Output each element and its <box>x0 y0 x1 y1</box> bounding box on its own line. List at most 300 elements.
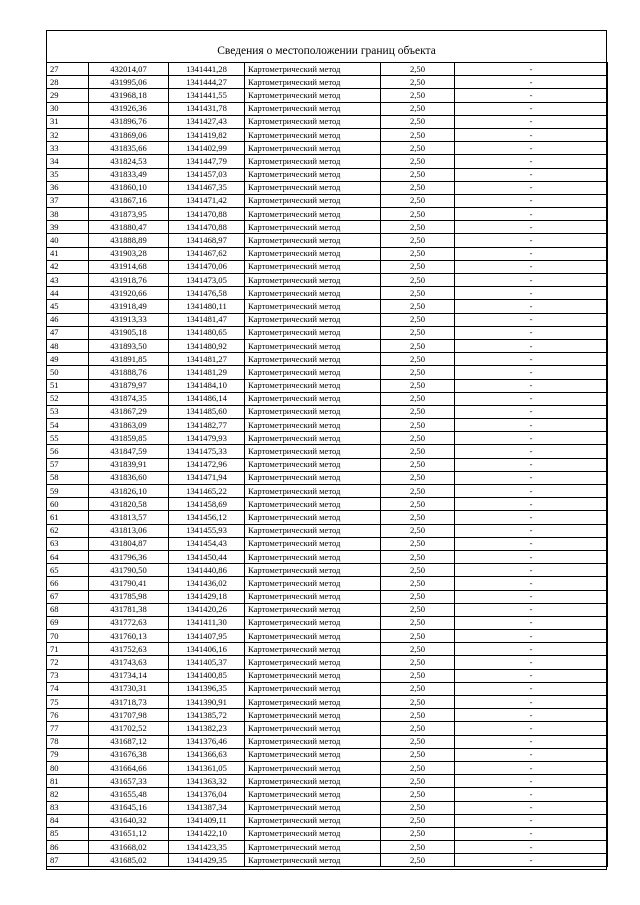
coordinate-y-cell: 1341467,62 <box>169 247 245 260</box>
point-number-cell: 76 <box>47 709 89 722</box>
method-cell: Картометрический метод <box>245 630 381 643</box>
table-row <box>47 656 608 669</box>
description-cell: - <box>455 63 608 76</box>
accuracy-cell: 2,50 <box>381 854 455 867</box>
coordinate-y-cell: 1341436,02 <box>169 577 245 590</box>
description-cell: - <box>455 274 608 287</box>
coordinate-y-cell: 1341441,28 <box>169 63 245 76</box>
accuracy-cell: 2,50 <box>381 274 455 287</box>
point-number-cell: 59 <box>47 485 89 498</box>
point-number-cell: 56 <box>47 445 89 458</box>
description-cell: - <box>455 577 608 590</box>
point-number-cell: 58 <box>47 471 89 484</box>
table-row <box>47 643 608 656</box>
description-cell: - <box>455 696 608 709</box>
coordinate-x-cell: 431995,06 <box>89 76 169 89</box>
accuracy-cell: 2,50 <box>381 419 455 432</box>
coordinate-x-cell: 431707,98 <box>89 709 169 722</box>
accuracy-cell: 2,50 <box>381 550 455 563</box>
coordinate-x-cell: 431905,18 <box>89 326 169 339</box>
method-cell: Картометрический метод <box>245 814 381 827</box>
method-cell: Картометрический метод <box>245 181 381 194</box>
point-number-cell: 77 <box>47 722 89 735</box>
point-number-cell: 44 <box>47 287 89 300</box>
coordinate-y-cell: 1341455,93 <box>169 524 245 537</box>
method-cell: Картометрический метод <box>245 221 381 234</box>
description-cell: - <box>455 748 608 761</box>
coordinate-x-cell: 431863,09 <box>89 419 169 432</box>
accuracy-cell: 2,50 <box>381 102 455 115</box>
coordinate-x-cell: 431668,02 <box>89 841 169 854</box>
description-cell: - <box>455 234 608 247</box>
description-cell: - <box>455 498 608 511</box>
accuracy-cell: 2,50 <box>381 616 455 629</box>
description-cell: - <box>455 102 608 115</box>
coordinate-x-cell: 431743,63 <box>89 656 169 669</box>
method-cell: Картометрический метод <box>245 854 381 867</box>
accuracy-cell: 2,50 <box>381 801 455 814</box>
accuracy-cell: 2,50 <box>381 748 455 761</box>
method-cell: Картометрический метод <box>245 722 381 735</box>
point-number-cell: 30 <box>47 102 89 115</box>
table-row <box>47 550 608 563</box>
accuracy-cell: 2,50 <box>381 366 455 379</box>
accuracy-cell: 2,50 <box>381 128 455 141</box>
table-row <box>47 274 608 287</box>
method-cell: Картометрический метод <box>245 102 381 115</box>
method-cell: Картометрический метод <box>245 709 381 722</box>
method-cell: Картометрический метод <box>245 353 381 366</box>
coordinate-y-cell: 1341400,85 <box>169 669 245 682</box>
coordinate-x-cell: 431820,58 <box>89 498 169 511</box>
coordinate-y-cell: 1341485,60 <box>169 405 245 418</box>
accuracy-cell: 2,50 <box>381 524 455 537</box>
description-cell: - <box>455 181 608 194</box>
table-row <box>47 326 608 339</box>
coordinate-x-cell: 431867,29 <box>89 405 169 418</box>
coordinate-x-cell: 431804,87 <box>89 537 169 550</box>
coordinate-y-cell: 1341376,04 <box>169 788 245 801</box>
method-cell: Картометрический метод <box>245 313 381 326</box>
point-number-cell: 33 <box>47 142 89 155</box>
point-number-cell: 74 <box>47 682 89 695</box>
description-cell: - <box>455 827 608 840</box>
table-row <box>47 841 608 854</box>
description-cell: - <box>455 775 608 788</box>
table-row <box>47 405 608 418</box>
coordinate-y-cell: 1341387,34 <box>169 801 245 814</box>
coordinate-y-cell: 1341402,99 <box>169 142 245 155</box>
method-cell: Картометрический метод <box>245 287 381 300</box>
description-cell: - <box>455 656 608 669</box>
table-row <box>47 827 608 840</box>
method-cell: Картометрический метод <box>245 643 381 656</box>
point-number-cell: 53 <box>47 405 89 418</box>
point-number-cell: 49 <box>47 353 89 366</box>
coordinate-x-cell: 431760,13 <box>89 630 169 643</box>
point-number-cell: 27 <box>47 63 89 76</box>
method-cell: Картометрический метод <box>245 564 381 577</box>
point-number-cell: 87 <box>47 854 89 867</box>
method-cell: Картометрический метод <box>245 498 381 511</box>
coordinate-y-cell: 1341457,03 <box>169 168 245 181</box>
table-row <box>47 537 608 550</box>
accuracy-cell: 2,50 <box>381 656 455 669</box>
coordinate-x-cell: 431772,63 <box>89 616 169 629</box>
point-number-cell: 43 <box>47 274 89 287</box>
coordinate-y-cell: 1341475,33 <box>169 445 245 458</box>
table-row <box>47 485 608 498</box>
coordinate-y-cell: 1341376,46 <box>169 735 245 748</box>
coordinate-x-cell: 431836,60 <box>89 471 169 484</box>
method-cell: Картометрический метод <box>245 260 381 273</box>
method-cell: Картометрический метод <box>245 761 381 774</box>
coordinate-y-cell: 1341482,77 <box>169 419 245 432</box>
method-cell: Картометрический метод <box>245 76 381 89</box>
coordinate-y-cell: 1341419,82 <box>169 128 245 141</box>
coordinate-x-cell: 431860,10 <box>89 181 169 194</box>
method-cell: Картометрический метод <box>245 366 381 379</box>
coordinate-y-cell: 1341409,11 <box>169 814 245 827</box>
method-cell: Картометрический метод <box>245 458 381 471</box>
method-cell: Картометрический метод <box>245 827 381 840</box>
point-number-cell: 39 <box>47 221 89 234</box>
table-row <box>47 247 608 260</box>
accuracy-cell: 2,50 <box>381 577 455 590</box>
table-row <box>47 102 608 115</box>
table-row <box>47 471 608 484</box>
accuracy-cell: 2,50 <box>381 353 455 366</box>
method-cell: Картометрический метод <box>245 682 381 695</box>
coordinate-x-cell: 431702,52 <box>89 722 169 735</box>
coordinate-x-cell: 431752,63 <box>89 643 169 656</box>
coordinate-y-cell: 1341470,88 <box>169 208 245 221</box>
coordinate-y-cell: 1341454,43 <box>169 537 245 550</box>
table-row <box>47 814 608 827</box>
coordinate-y-cell: 1341458,69 <box>169 498 245 511</box>
accuracy-cell: 2,50 <box>381 208 455 221</box>
description-cell: - <box>455 247 608 260</box>
coordinate-y-cell: 1341429,18 <box>169 590 245 603</box>
coordinate-y-cell: 1341407,95 <box>169 630 245 643</box>
description-cell: - <box>455 326 608 339</box>
table-row <box>47 788 608 801</box>
point-number-cell: 78 <box>47 735 89 748</box>
table-row <box>47 128 608 141</box>
point-number-cell: 31 <box>47 115 89 128</box>
description-cell: - <box>455 76 608 89</box>
method-cell: Картометрический метод <box>245 194 381 207</box>
table-row <box>47 616 608 629</box>
table-row <box>47 221 608 234</box>
table-row <box>47 735 608 748</box>
table-row <box>47 432 608 445</box>
table-row <box>47 353 608 366</box>
coordinate-y-cell: 1341444,27 <box>169 76 245 89</box>
coordinate-y-cell: 1341427,43 <box>169 115 245 128</box>
description-cell: - <box>455 841 608 854</box>
description-cell: - <box>455 379 608 392</box>
coordinate-x-cell: 431657,33 <box>89 775 169 788</box>
accuracy-cell: 2,50 <box>381 735 455 748</box>
point-number-cell: 62 <box>47 524 89 537</box>
accuracy-cell: 2,50 <box>381 155 455 168</box>
table-row <box>47 854 608 867</box>
coordinate-y-cell: 1341467,35 <box>169 181 245 194</box>
coordinate-y-cell: 1341366,63 <box>169 748 245 761</box>
table-row <box>47 564 608 577</box>
point-number-cell: 51 <box>47 379 89 392</box>
point-number-cell: 34 <box>47 155 89 168</box>
method-cell: Картометрический метод <box>245 274 381 287</box>
coordinate-y-cell: 1341470,88 <box>169 221 245 234</box>
table-row <box>47 115 608 128</box>
point-number-cell: 83 <box>47 801 89 814</box>
accuracy-cell: 2,50 <box>381 511 455 524</box>
accuracy-cell: 2,50 <box>381 260 455 273</box>
table-row <box>47 234 608 247</box>
point-number-cell: 82 <box>47 788 89 801</box>
coordinate-y-cell: 1341429,35 <box>169 854 245 867</box>
accuracy-cell: 2,50 <box>381 775 455 788</box>
table-row <box>47 194 608 207</box>
table-row <box>47 577 608 590</box>
point-number-cell: 84 <box>47 814 89 827</box>
coordinate-x-cell: 431869,06 <box>89 128 169 141</box>
coordinate-y-cell: 1341486,14 <box>169 392 245 405</box>
accuracy-cell: 2,50 <box>381 445 455 458</box>
accuracy-cell: 2,50 <box>381 722 455 735</box>
method-cell: Картометрический метод <box>245 616 381 629</box>
point-number-cell: 72 <box>47 656 89 669</box>
accuracy-cell: 2,50 <box>381 498 455 511</box>
table-row <box>47 366 608 379</box>
coordinate-y-cell: 1341405,37 <box>169 656 245 669</box>
description-cell: - <box>455 128 608 141</box>
coordinate-x-cell: 431859,85 <box>89 432 169 445</box>
method-cell: Картометрический метод <box>245 656 381 669</box>
point-number-cell: 48 <box>47 339 89 352</box>
description-cell: - <box>455 801 608 814</box>
method-cell: Картометрический метод <box>245 511 381 524</box>
coordinate-y-cell: 1341406,16 <box>169 643 245 656</box>
description-cell: - <box>455 115 608 128</box>
method-cell: Картометрический метод <box>245 841 381 854</box>
coordinate-x-cell: 431891,85 <box>89 353 169 366</box>
method-cell: Картометрический метод <box>245 168 381 181</box>
description-cell: - <box>455 260 608 273</box>
point-number-cell: 81 <box>47 775 89 788</box>
point-number-cell: 32 <box>47 128 89 141</box>
coordinate-x-cell: 431913,33 <box>89 313 169 326</box>
coordinate-y-cell: 1341440,86 <box>169 564 245 577</box>
method-cell: Картометрический метод <box>245 247 381 260</box>
table-row <box>47 709 608 722</box>
coordinate-x-cell: 431888,89 <box>89 234 169 247</box>
table-row <box>47 775 608 788</box>
coordinate-x-cell: 431664,66 <box>89 761 169 774</box>
description-cell: - <box>455 155 608 168</box>
coordinates-table <box>46 62 608 867</box>
method-cell: Картометрический метод <box>245 445 381 458</box>
coordinate-x-cell: 431685,02 <box>89 854 169 867</box>
method-cell: Картометрический метод <box>245 748 381 761</box>
point-number-cell: 38 <box>47 208 89 221</box>
description-cell: - <box>455 89 608 102</box>
point-number-cell: 79 <box>47 748 89 761</box>
point-number-cell: 36 <box>47 181 89 194</box>
description-cell: - <box>455 432 608 445</box>
method-cell: Картометрический метод <box>245 115 381 128</box>
coordinate-y-cell: 1341480,11 <box>169 300 245 313</box>
accuracy-cell: 2,50 <box>381 432 455 445</box>
accuracy-cell: 2,50 <box>381 696 455 709</box>
table-row <box>47 63 608 76</box>
accuracy-cell: 2,50 <box>381 709 455 722</box>
table-row <box>47 590 608 603</box>
coordinate-x-cell: 431796,36 <box>89 550 169 563</box>
table-row <box>47 168 608 181</box>
accuracy-cell: 2,50 <box>381 142 455 155</box>
table-row <box>47 682 608 695</box>
accuracy-cell: 2,50 <box>381 89 455 102</box>
method-cell: Картометрический метод <box>245 392 381 405</box>
coordinate-y-cell: 1341456,12 <box>169 511 245 524</box>
accuracy-cell: 2,50 <box>381 537 455 550</box>
coordinate-x-cell: 431640,32 <box>89 814 169 827</box>
coordinate-x-cell: 431893,50 <box>89 339 169 352</box>
table-row <box>47 339 608 352</box>
accuracy-cell: 2,50 <box>381 115 455 128</box>
table-row <box>47 498 608 511</box>
method-cell: Картометрический метод <box>245 379 381 392</box>
point-number-cell: 60 <box>47 498 89 511</box>
description-cell: - <box>455 142 608 155</box>
description-cell: - <box>455 300 608 313</box>
coordinate-x-cell: 431896,76 <box>89 115 169 128</box>
point-number-cell: 57 <box>47 458 89 471</box>
description-cell: - <box>455 735 608 748</box>
coordinate-y-cell: 1341420,26 <box>169 603 245 616</box>
coordinate-x-cell: 431880,47 <box>89 221 169 234</box>
coordinate-x-cell: 431874,35 <box>89 392 169 405</box>
method-cell: Картометрический метод <box>245 801 381 814</box>
coordinate-y-cell: 1341422,10 <box>169 827 245 840</box>
document-title: Сведения о местоположении границ объекта <box>217 45 436 57</box>
coordinate-x-cell: 431813,06 <box>89 524 169 537</box>
description-cell: - <box>455 339 608 352</box>
point-number-cell: 73 <box>47 669 89 682</box>
point-number-cell: 70 <box>47 630 89 643</box>
coordinate-x-cell: 431824,53 <box>89 155 169 168</box>
table-row <box>47 76 608 89</box>
description-cell: - <box>455 722 608 735</box>
accuracy-cell: 2,50 <box>381 814 455 827</box>
method-cell: Картометрический метод <box>245 524 381 537</box>
table-row <box>47 669 608 682</box>
coordinate-y-cell: 1341473,05 <box>169 274 245 287</box>
coordinate-y-cell: 1341468,97 <box>169 234 245 247</box>
coordinate-x-cell: 431839,91 <box>89 458 169 471</box>
description-cell: - <box>455 221 608 234</box>
accuracy-cell: 2,50 <box>381 603 455 616</box>
method-cell: Картометрический метод <box>245 432 381 445</box>
coordinate-x-cell: 431914,68 <box>89 260 169 273</box>
table-row <box>47 392 608 405</box>
coordinate-x-cell: 431785,98 <box>89 590 169 603</box>
coordinate-x-cell: 431918,49 <box>89 300 169 313</box>
method-cell: Картометрический метод <box>245 775 381 788</box>
coordinate-y-cell: 1341390,91 <box>169 696 245 709</box>
method-cell: Картометрический метод <box>245 590 381 603</box>
point-number-cell: 29 <box>47 89 89 102</box>
coordinate-y-cell: 1341481,27 <box>169 353 245 366</box>
accuracy-cell: 2,50 <box>381 471 455 484</box>
table-row <box>47 181 608 194</box>
coordinate-x-cell: 432014,07 <box>89 63 169 76</box>
description-cell: - <box>455 471 608 484</box>
coordinate-x-cell: 431968,18 <box>89 89 169 102</box>
method-cell: Картометрический метод <box>245 603 381 616</box>
table-row <box>47 155 608 168</box>
description-cell: - <box>455 419 608 432</box>
table-row <box>47 458 608 471</box>
point-number-cell: 47 <box>47 326 89 339</box>
coordinate-y-cell: 1341363,32 <box>169 775 245 788</box>
coordinate-y-cell: 1341481,47 <box>169 313 245 326</box>
accuracy-cell: 2,50 <box>381 761 455 774</box>
coordinate-x-cell: 431655,48 <box>89 788 169 801</box>
method-cell: Картометрический метод <box>245 550 381 563</box>
method-cell: Картометрический метод <box>245 142 381 155</box>
point-number-cell: 45 <box>47 300 89 313</box>
table-row <box>47 630 608 643</box>
description-cell: - <box>455 168 608 181</box>
coordinate-x-cell: 431651,12 <box>89 827 169 840</box>
point-number-cell: 35 <box>47 168 89 181</box>
document-sheet <box>46 30 607 870</box>
accuracy-cell: 2,50 <box>381 841 455 854</box>
point-number-cell: 86 <box>47 841 89 854</box>
point-number-cell: 80 <box>47 761 89 774</box>
coordinate-y-cell: 1341450,44 <box>169 550 245 563</box>
description-cell: - <box>455 630 608 643</box>
coordinate-x-cell: 431867,16 <box>89 194 169 207</box>
description-cell: - <box>455 485 608 498</box>
point-number-cell: 67 <box>47 590 89 603</box>
description-cell: - <box>455 761 608 774</box>
coordinate-y-cell: 1341476,58 <box>169 287 245 300</box>
coordinate-x-cell: 431781,38 <box>89 603 169 616</box>
method-cell: Картометрический метод <box>245 405 381 418</box>
point-number-cell: 65 <box>47 564 89 577</box>
coordinate-y-cell: 1341480,92 <box>169 339 245 352</box>
point-number-cell: 28 <box>47 76 89 89</box>
point-number-cell: 54 <box>47 419 89 432</box>
table-row <box>47 287 608 300</box>
description-cell: - <box>455 616 608 629</box>
point-number-cell: 66 <box>47 577 89 590</box>
accuracy-cell: 2,50 <box>381 458 455 471</box>
point-number-cell: 75 <box>47 696 89 709</box>
point-number-cell: 40 <box>47 234 89 247</box>
table-row <box>47 445 608 458</box>
point-number-cell: 50 <box>47 366 89 379</box>
coordinate-x-cell: 431645,16 <box>89 801 169 814</box>
coordinate-x-cell: 431835,66 <box>89 142 169 155</box>
coordinate-y-cell: 1341447,79 <box>169 155 245 168</box>
accuracy-cell: 2,50 <box>381 63 455 76</box>
